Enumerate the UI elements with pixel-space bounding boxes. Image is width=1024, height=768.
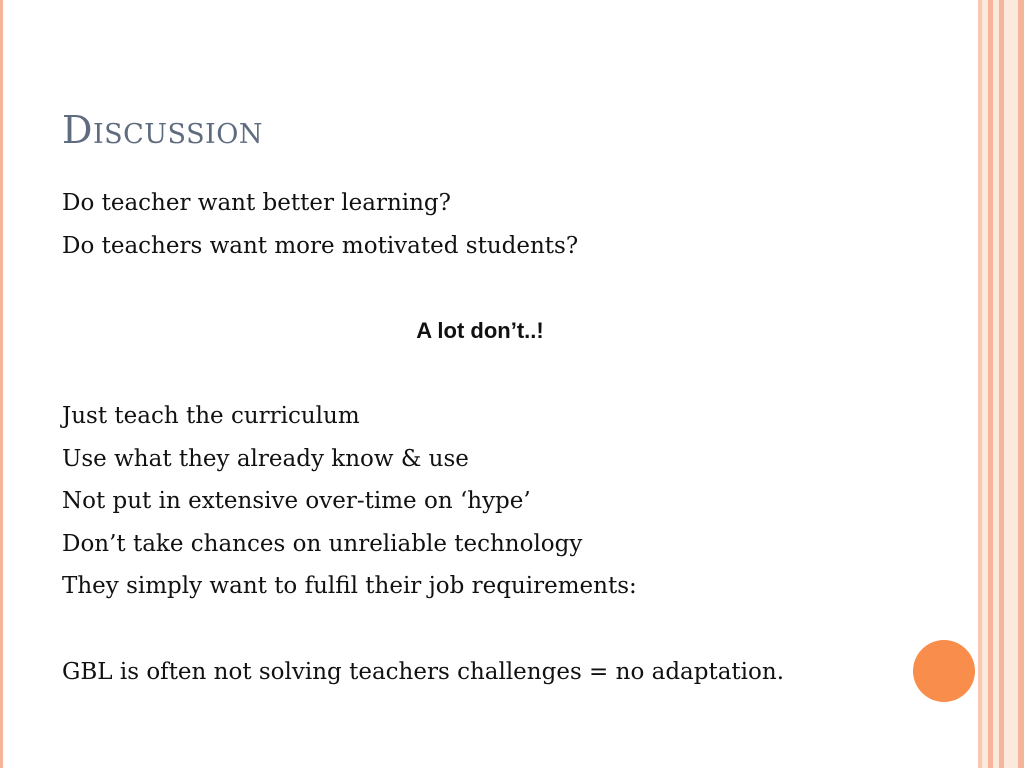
body-line: Not put in extensive over-time on ‘hype’ xyxy=(62,488,531,514)
left-border xyxy=(0,0,3,768)
body-line: They simply want to fulfil their job requirements: xyxy=(62,573,637,599)
emphasis-text: A lot don’t..! xyxy=(416,318,544,343)
right-border-stripe xyxy=(1004,0,1018,768)
body-line: Do teacher want better learning? xyxy=(62,190,451,216)
right-border-stripe xyxy=(1018,0,1024,768)
body-line: Use what they already know & use xyxy=(62,446,469,472)
decorative-dot-icon xyxy=(913,640,975,702)
body-line: Don’t take chances on unreliable technology xyxy=(62,531,583,557)
slide-title: Discussion xyxy=(62,108,263,152)
body-line: Just teach the curriculum xyxy=(62,403,360,429)
body-line: Do teachers want more motivated students? xyxy=(62,233,579,259)
conclusion-line: GBL is often not solving teachers challenges = no adaptation. xyxy=(62,659,785,685)
